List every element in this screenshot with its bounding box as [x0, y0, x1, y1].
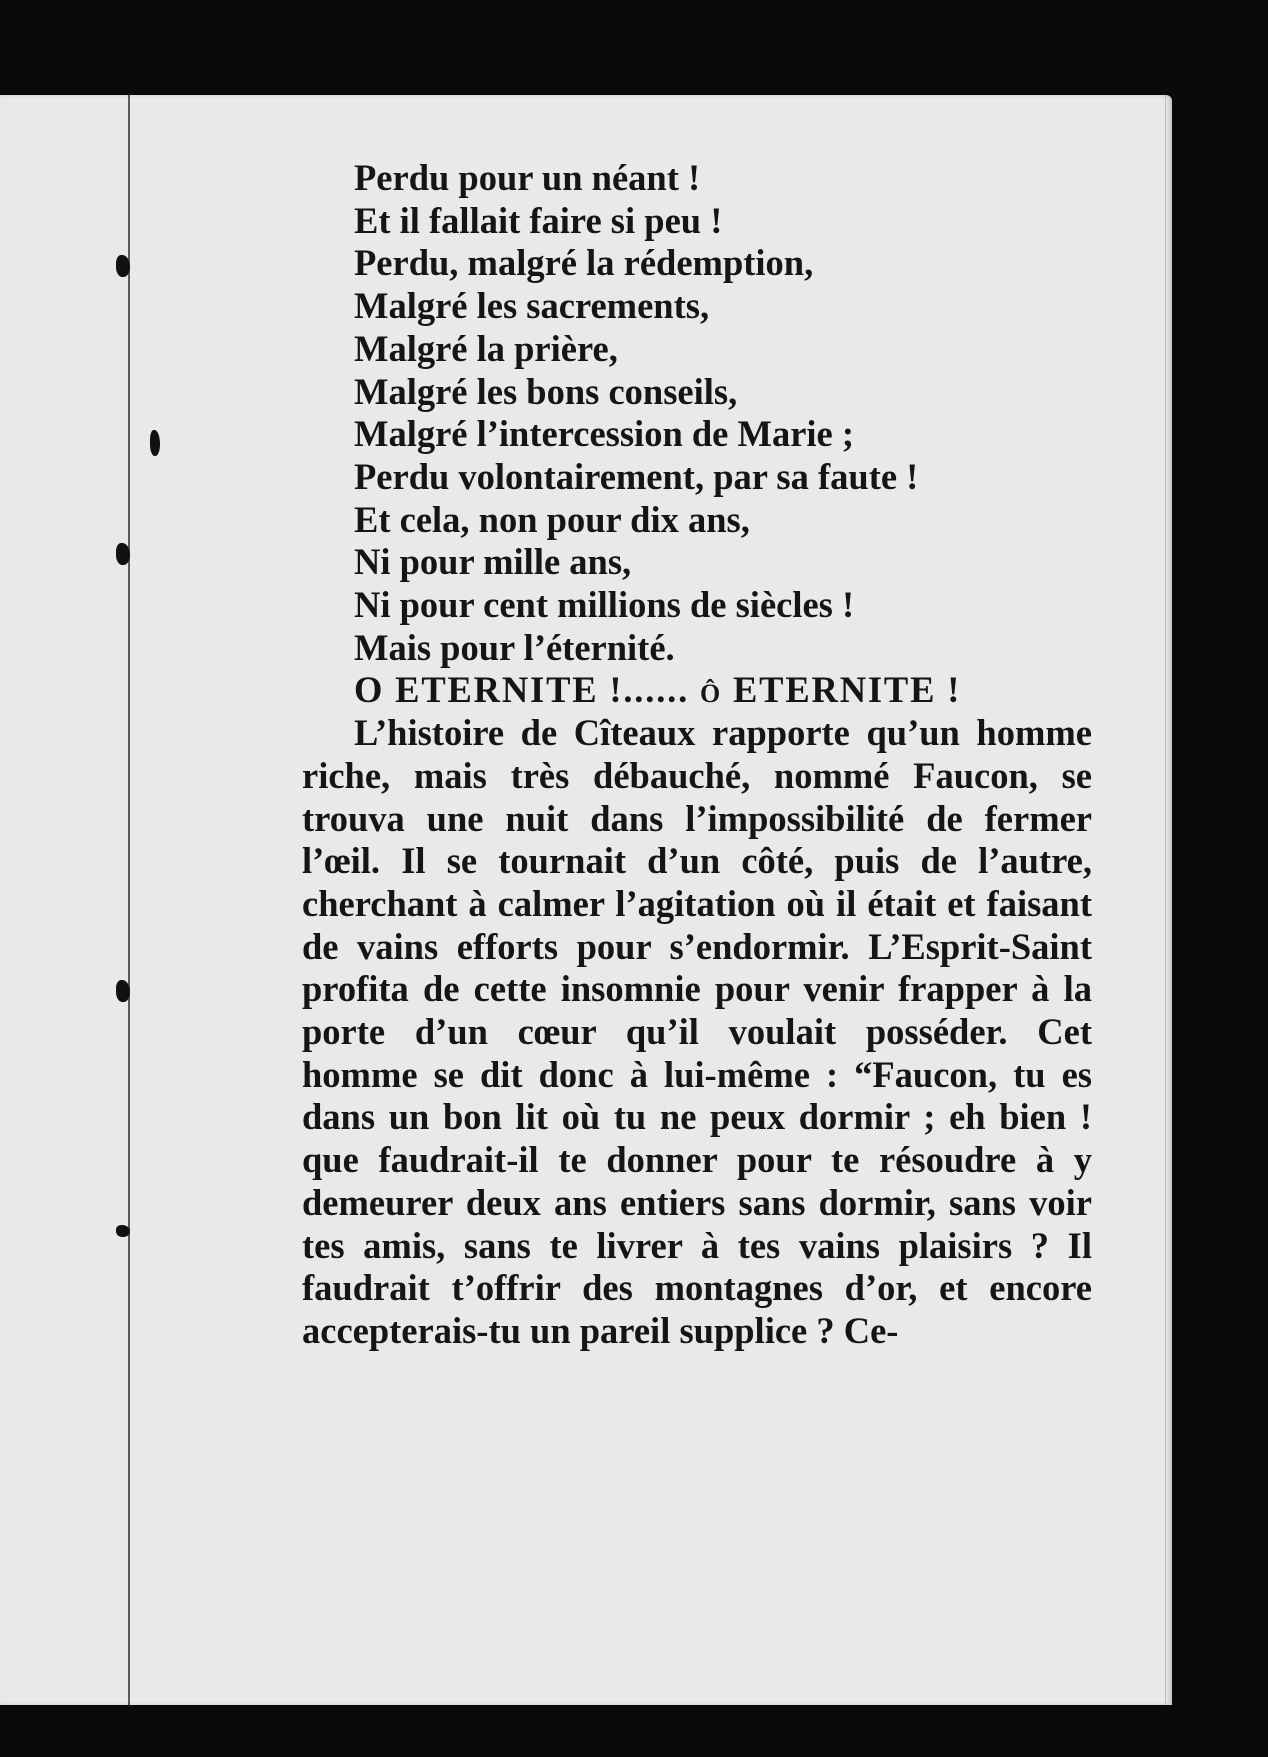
verse-line: Malgré la prière,: [354, 327, 618, 369]
page-content: [302, 157, 1092, 1353]
verse-block: [302, 157, 1092, 712]
gutter-mark: [116, 1225, 130, 1237]
verse-line: Perdu volontairement, par sa faute !: [354, 455, 919, 497]
verse-line: Et cela, non pour dix ans,: [354, 498, 750, 540]
gutter-mark: [150, 430, 160, 456]
book-page: [0, 95, 1172, 1705]
verse-line: Et il fallait faire si peu !: [354, 199, 723, 241]
page-edge: [1165, 95, 1166, 1705]
gutter-line: [128, 95, 130, 1705]
verse-line: Mais pour l’éternité.: [354, 626, 675, 668]
gutter-mark: [116, 543, 130, 565]
verse-line: Perdu, malgré la rédemption,: [354, 242, 814, 284]
verse-line: Malgré les bons conseils,: [354, 370, 738, 412]
gutter-mark: [116, 980, 130, 1002]
verse-line: Ni pour mille ans,: [354, 541, 632, 583]
body-paragraph: L’histoire de Cîteaux rapporte qu’un homme riche, mais très débauché, nommé Faucon, se trouva une nuit dans l’impossibilité de fermer l’œil. Il se tournait d’un côté, puis de l’autre, cherchant à calmer l’agitation où il était et faisant de vains efforts pour s’endormir. L’Esprit-Saint profita de cette insomnie pour venir frapper à la porte d’un cœur qu’il voulait posséder. Cet homme se dit donc à lui-même : “Faucon, tu es dans un bon lit où tu ne peux dormir ; eh bien ! que faudrait-il te donner pour te résoudre à y demeurer deux ans entiers sans dormir, sans voir tes amis, sans te livrer à tes vains plaisirs ? Il faudrait t’offrir des montagnes d’or, et encore accepterais-tu un pareil supplice ? Ce-: [302, 712, 1092, 1351]
verse-line: Ni pour cent millions de siècles !: [354, 584, 855, 626]
verse-line: Malgré l’intercession de Marie ;: [354, 413, 855, 455]
verse-line-eternite: O ETERNITE !...... ô ETERNITE !: [354, 669, 962, 711]
verse-line: Perdu pour un néant !: [354, 157, 701, 198]
gutter-mark: [116, 255, 130, 277]
verse-line: Malgré les sacrements,: [354, 285, 710, 327]
